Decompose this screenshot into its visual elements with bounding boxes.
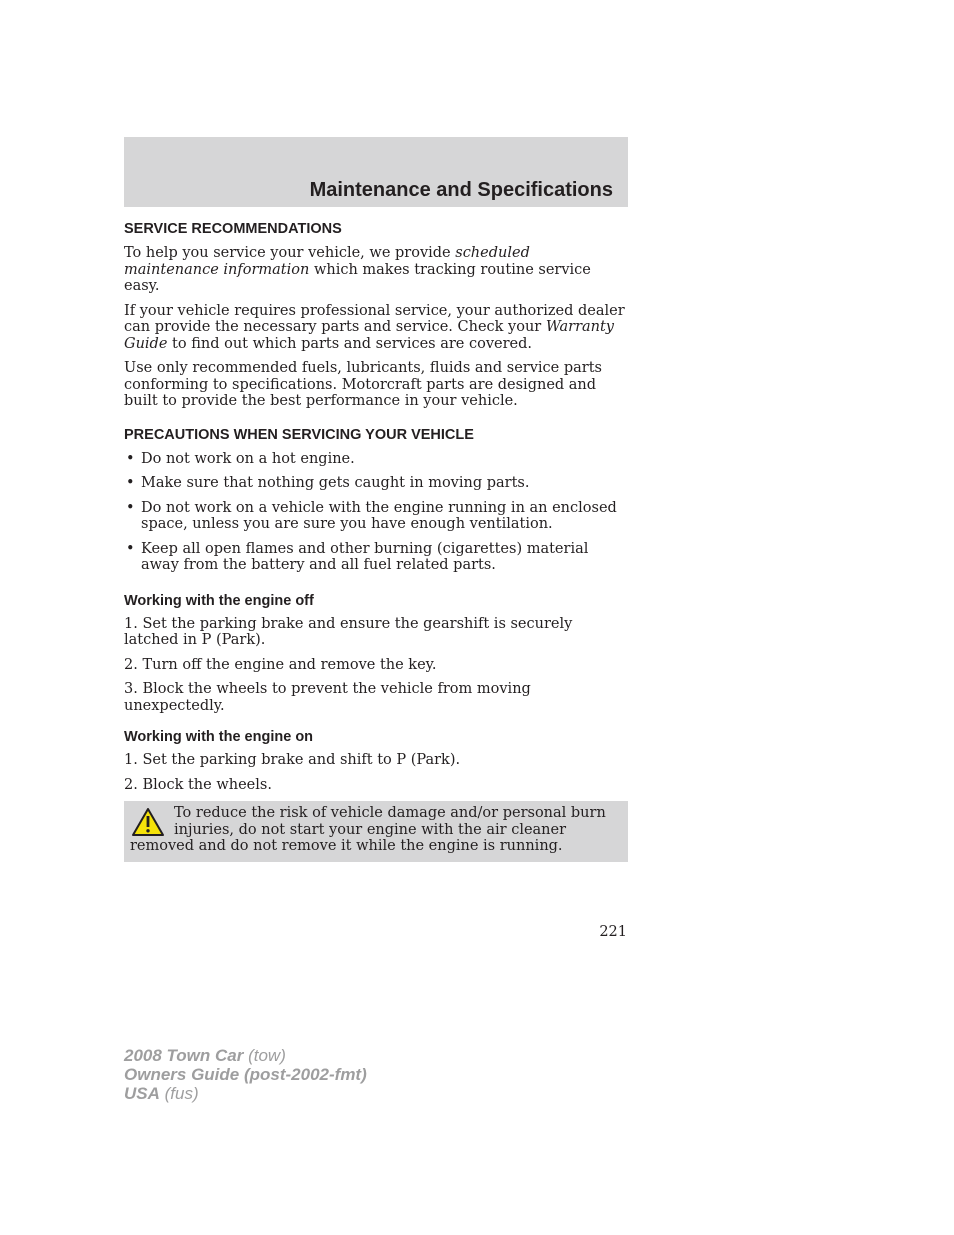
engine-off-step: 2. Turn off the engine and remove the key. xyxy=(124,656,437,673)
service-paragraph-3: Use only recommended fuels, lubricants, fluids and service parts conforming to specifications. Motorcraft parts are designed and built to provide the best performance in your vehicle. xyxy=(124,360,602,409)
footer-line-2: Owners Guide (post-2002-fmt) xyxy=(124,1065,367,1084)
page-number: 221 xyxy=(599,924,627,940)
footer-line-1: 2008 Town Car (tow) xyxy=(124,1046,286,1065)
section-title: Maintenance and Specifications xyxy=(309,179,613,201)
list-item: • Do not work on a hot engine. xyxy=(124,451,628,468)
engine-off-step: 1. Set the parking brake and ensure the gearshift is securely latched in P (Park). xyxy=(124,615,573,648)
list-item: • Make sure that nothing gets caught in moving parts. xyxy=(124,475,628,492)
warning-triangle-icon xyxy=(131,807,165,837)
document-footer xyxy=(124,1046,367,1103)
list-item: • Keep all open flames and other burning (cigarettes) material away from the battery and all fuel related parts. xyxy=(124,541,628,574)
heading-precautions: PRECAUTIONS WHEN SERVICING YOUR VEHICLE xyxy=(124,426,474,443)
warning-box xyxy=(124,801,628,862)
engine-on-step: 1. Set the parking brake and shift to P (Park). xyxy=(124,752,461,768)
section-header-band xyxy=(124,137,628,207)
precautions-list xyxy=(124,451,628,574)
service-paragraph-2: If your vehicle requires professional service, your authorized dealer can provide the necessary parts and service. Check your Warranty Guide to find out which parts and services are covered. xyxy=(124,302,625,352)
list-item: • Do not work on a vehicle with the engine running in an enclosed space, unless you are sure you have enough ventilation. xyxy=(124,500,628,533)
heading-service-recommendations: SERVICE RECOMMENDATIONS xyxy=(124,221,342,237)
engine-off-step: 3. Block the wheels to prevent the vehicle from moving unexpectedly. xyxy=(124,681,531,714)
service-paragraph-1: To help you service your vehicle, we provide scheduled maintenance information which makes tracking routine service easy. xyxy=(124,245,591,294)
engine-on-step: 2. Block the wheels. xyxy=(124,776,272,793)
heading-engine-on: Working with the engine on xyxy=(124,729,314,745)
warning-text: To reduce the risk of vehicle damage and/or personal burn injuries, do not start your engine with the air cleaner removed and do not remove it while the engine is running. xyxy=(130,805,606,854)
footer-line-3: USA (fus) xyxy=(124,1084,199,1103)
heading-engine-off: Working with the engine off xyxy=(124,592,314,609)
page-content xyxy=(124,220,628,862)
